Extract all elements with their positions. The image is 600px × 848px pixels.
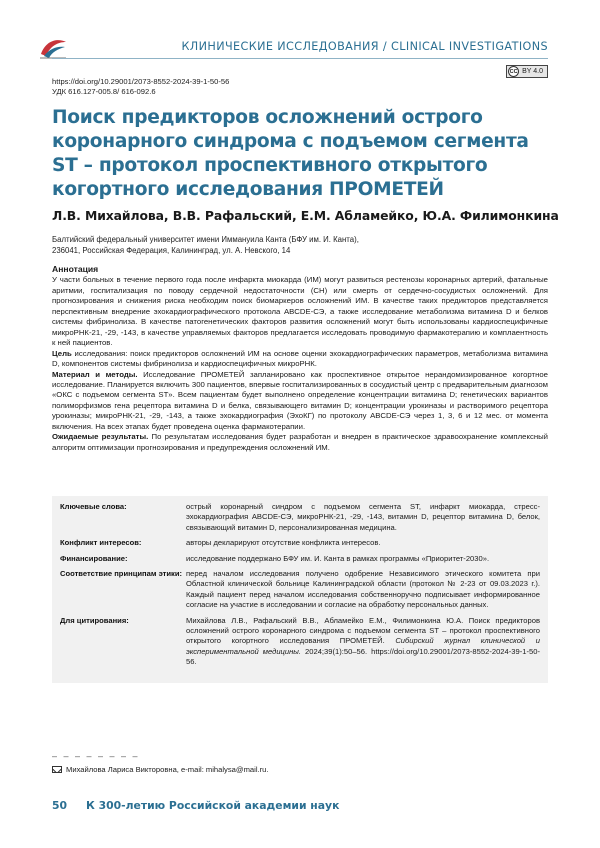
funding-value: исследование поддержано БФУ им. И. Канта в рамках программы «Приоритет-2030». [186,553,490,563]
article-title: Поиск предикторов осложнений острого коронарного синдрома с подъемом сегмента ST – протокол проспективного открытого когортного исследования ПРОМЕТЕЙ [52,107,529,200]
aim-text: исследования: поиск предикторов осложнений ИМ на основе оценки эхокардиографических параметров, метаболизма витамина D, компонентов системы фибринолиза и кардиоспецифичных микроРНК. [52,348,548,369]
results-label: Ожидаемые результаты. [52,432,149,442]
keywords-value: острый коронарный синдром с подъемом сегмента ST, инфаркт миокарда, стресс-эхокардиография ABCDE-СЭ, микроРНК-21, -29, -143, витамин D, рецептор витамина D, белок, связывающий витамин D, персонализированная медицина. [186,502,540,532]
license-label: BY 4.0 [522,68,543,75]
identifiers [52,77,229,97]
conflict-row [60,538,540,548]
affiliation-address: 236041, Российская Федерация, Калининград, ул. А. Невского, 14 [52,245,291,255]
correspondence-text[interactable]: Михайлова Лариса Викторовна, e-mail: mihalysa@mail.ru. [66,765,269,774]
citation-journal: Сибирский журнал клинической и экспериментальной медицины. [186,636,540,656]
funding-row [60,554,540,564]
article-meta-box [52,496,548,683]
citation-doi[interactable]: 2024;39(1):50–56. https://doi.org/10.29001/2073-8552-2024-39-1-50-56. [186,646,540,667]
abstract-results [52,432,548,453]
author-list: Л.В. Михайлова, В.В. Рафальский, Е.М. Абламейко, Ю.А. Филимонкина [52,208,559,223]
methods-label: Материал и методы. [52,369,138,379]
citation-row [60,616,540,668]
license-badge[interactable] [506,65,548,78]
running-footer-title: К 300-летию Российской академии наук [86,799,340,812]
footnote-separator: – – – – – – – – [52,751,140,761]
keywords-row [60,502,540,533]
citation-value [186,616,540,668]
abstract-methods [52,370,548,433]
citation-text: Михайлова Л.В., Рафальский В.В., Абламейко Е.М., Филимонкина Ю.А. Поиск предикторов осложнений острого коронарного синдрома с подъемом сегмента ST – протокол проспективного открытого когортного исследования ПРОМЕТЕЙ. [186,615,540,646]
creative-commons-icon: CC [508,66,519,77]
methods-text: Исследование ПРОМЕТЕЙ запланировано как проспективное открытое нерандомизированное когортное исследование. Планируется включить 300 пациентов, впервые госпитализированных в сосудистый центр с предварительным диагнозом «ОКС с подъемом сегмента ST». Всем пациентам будет выполнено определение концентрации витамина D; генетических вариантов полиморфизмов гена рецептора витамина D и белка, связывающего витамин D; концентрации урокиназы и растворимого рецептора урокиназы; микроРНК-21, -29, -143, а также эхокардиография (ЭхоКГ) по протоколу ABCDE-СЭ через 1, 3, 6 и 12 мес. от момента включения. На всех этапах будет проведена оценка фармакотерапии. [52,369,548,431]
section-header: КЛИНИЧЕСКИЕ ИССЛЕДОВАНИЯ / CLINICAL INVESTIGATIONS [181,40,548,53]
envelope-icon [52,766,62,773]
abstract-heading: Аннотация [52,264,99,274]
page-number: 50 [52,799,68,812]
ethics-value: перед началом исследования получено одобрение Независимого этического комитета при Областной клинической больнице Калининградской области (протокол № 2-23 от 09.03.2023 г.). Каждый пациент перед началом исследования собственноручно подписывает информированное согласие на участие в исследовании и согласие на обработку персональных данных. [186,569,540,610]
citation-label: Для цитирования: [60,615,129,625]
correspondence-footnote [52,765,268,774]
results-text: По результатам исследования будет разработан и внедрен в практическое здравоохранение комплексный алгоритм оптимизации прогнозирования и предупреждения осложнений ИМ. [52,432,548,452]
aim-label: Цель [52,348,72,358]
affiliation-line: Балтийский федеральный университет имени Иммануила Канта (БФУ им. И. Канта), [52,235,359,244]
conflict-value: авторы декларируют отсутствие конфликта интересов. [186,538,381,548]
funding-label: Финансирование: [60,553,128,563]
ethics-row [60,569,540,611]
ethics-label: Соответствие принципам этики: [60,569,183,579]
abstract-aim [52,349,548,370]
keywords-label: Ключевые слова: [60,502,127,511]
abstract-intro: У части больных в течение первого года после инфаркта миокарда (ИМ) могут развиться рестенозы коронарных артерий, фатальные аритмии, госпитализация по поводу сердечной недостаточности (СН) или смерть от сердечно-сосудистых осложнений. Для прогнозирования и снижения риска необходим поиск биомаркеров осложнений ИМ. В качестве таких предикторов представляется перспективным внедрение эхокардиографического протокола ABCDE-СЭ, а также исследование метаболизма витамина D и белков системы фибринолиза. В качестве патогенетических факторов развития осложнений могут быть использованы кардиоспецифичные микроРНК-21, -29, -143, в качестве управляемых факторов предлагается исследовать проводимую фармакотерапию и комплаентность к ней пациентов. [52,275,548,348]
udc-code: УДК 616.127-005.8/ 616-092.6 [52,87,156,96]
conflict-label: Конфликт интересов: [60,538,142,548]
affiliation [52,235,359,256]
abstract [52,264,548,453]
header-divider [52,58,548,59]
doi-link[interactable]: https://doi.org/10.29001/2073-8552-2024-39-1-50-56 [52,77,230,86]
